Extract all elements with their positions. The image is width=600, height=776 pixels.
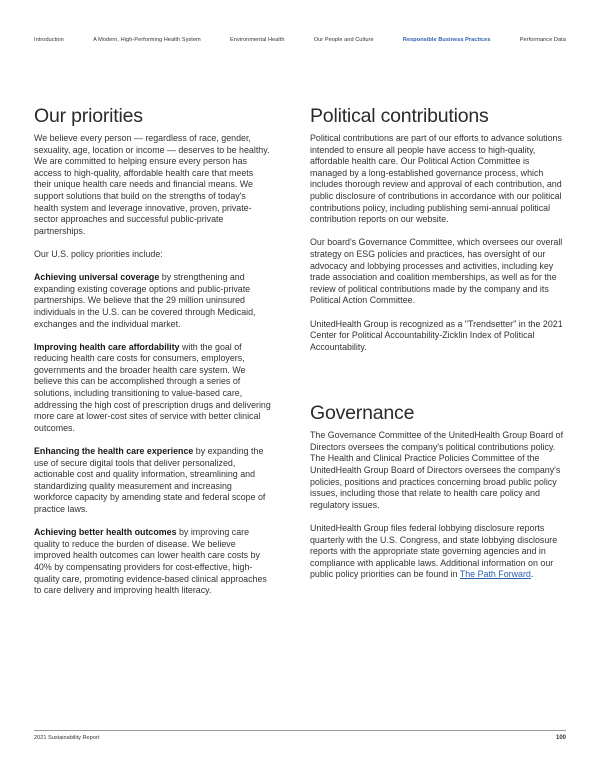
governance-link-suffix: .: [530, 569, 534, 580]
nav-introduction[interactable]: Introduction: [34, 37, 64, 43]
footer-divider: [34, 730, 566, 731]
governance-last-text: UnitedHealth Group files federal lobbying disclosure reports quarterly with the U.S. Congress, and state lobbying disclosure reports with the appropriate state governing agencies and in compliance with applicable laws. Additional information on our public policy priorities can be found in: [310, 523, 558, 580]
path-forward-link[interactable]: The Path Forward: [459, 569, 531, 580]
nav-performance-data[interactable]: Performance Data: [519, 37, 566, 43]
priorities-lead: Our U.S. policy priorities include:: [34, 248, 163, 259]
priorities-title: Our priorities: [34, 105, 143, 127]
political-paragraph: Political contributions are part of our efforts to advance solutions intended to ensure all people have access to high-quality, affordable health care. Our Political Action Committee is managed by a long-established governance process, which includes thorough review and approval of each contribution, and public disclosure of contributions in accordance with our political contributions policy, including publishing semi-annual political contribution reports on our website.: [310, 133, 562, 225]
top-navigation: [34, 34, 566, 46]
political-paragraph: Our board's Governance Committee, which oversees our overall strategy on ESG policies and practices, has oversight of our advocacy and lobbying processes and activities, including key trade association and coalition memberships, as well as for the review of political contributions made by the company and its Political Action Committee.: [310, 237, 563, 306]
priorities-section: [34, 104, 272, 597]
political-title: Political contributions: [310, 105, 489, 127]
priority-item: [34, 342, 272, 435]
priority-item-text: by improving care quality to reduce the burden of disease. We believe improved health outcomes can lower health care costs by 40% by compensating providers for cost-effective, high-quality care, promoting evidence-based clinical approaches to care delivery and improving health literacy.: [34, 527, 267, 596]
priority-item-text: with the goal of reducing health care costs for consumers, employers, governments and the broader health care system. We believe this can be accomplished through a series of solutions, including transitioning to value-based care, addressing the high cost of prescription drugs and delivering more care at lower-cost sites of service with better clinical outcomes.: [34, 341, 271, 433]
priority-item-title: Enhancing the health care experience: [34, 446, 194, 457]
governance-paragraph: The Governance Committee of the UnitedHealth Group Board of Directors oversees the company's political contributions policy. The Health and Clinical Practice Policies Committee of the UnitedHealth Group Board of Directors oversees the company's policies, positions and practices concerning broad public policy issues, including those that relate to health care policy and regulatory issues.: [310, 430, 564, 510]
nav-environmental-health[interactable]: Environmental Health: [230, 37, 285, 43]
footer-report-title: 2021 Sustainability Report: [34, 735, 100, 741]
priority-item: [34, 527, 272, 597]
page-number: 100: [555, 735, 566, 741]
governance-title: Governance: [310, 402, 415, 425]
priority-item-title: Achieving universal coverage: [34, 272, 160, 283]
political-paragraph: UnitedHealth Group is recognized as a "Trendsetter" in the 2021 Center for Political Accountability-Zicklin Index of Political Accountability.: [310, 318, 563, 352]
nav-health-system[interactable]: A Modern, High-Performing Health System: [93, 37, 201, 43]
priority-item-title: Improving health care affordability: [34, 341, 180, 352]
political-section: [310, 104, 566, 581]
nav-responsible-business[interactable]: Responsible Business Practices: [402, 37, 491, 43]
priority-item-text: by strengthening and expanding existing coverage options and public-private partnerships. We believe that the 29 million uninsured individuals in the U.S. can be covered through Medicaid, exchanges and the individual market.: [34, 272, 256, 329]
governance-paragraph: [310, 523, 566, 581]
priorities-intro: We believe every person — regardless of race, gender, sexuality, age, location or income — deserves to be healthy. We are committed to helping ensure every person has access to high-quality, affordable health care that meets their unique health care needs and financial means. We support solutions that build on the strengths of today's health system and leverage innovative, proven, private-sector approaches and successful public-private partnerships.: [34, 133, 270, 236]
priority-item-title: Achieving better health outcomes: [34, 527, 177, 538]
priority-item-text: by expanding the use of secure digital tools that deliver personalized, actionable cost and quality information, streamlining and standardizing quality measurement and increasing workforce capacity by amending state and federal scope of practice laws.: [34, 446, 266, 514]
page-footer: [34, 735, 566, 741]
priority-item: [34, 446, 272, 516]
nav-people-culture[interactable]: Our People and Culture: [313, 37, 374, 43]
priority-item: [34, 272, 272, 330]
